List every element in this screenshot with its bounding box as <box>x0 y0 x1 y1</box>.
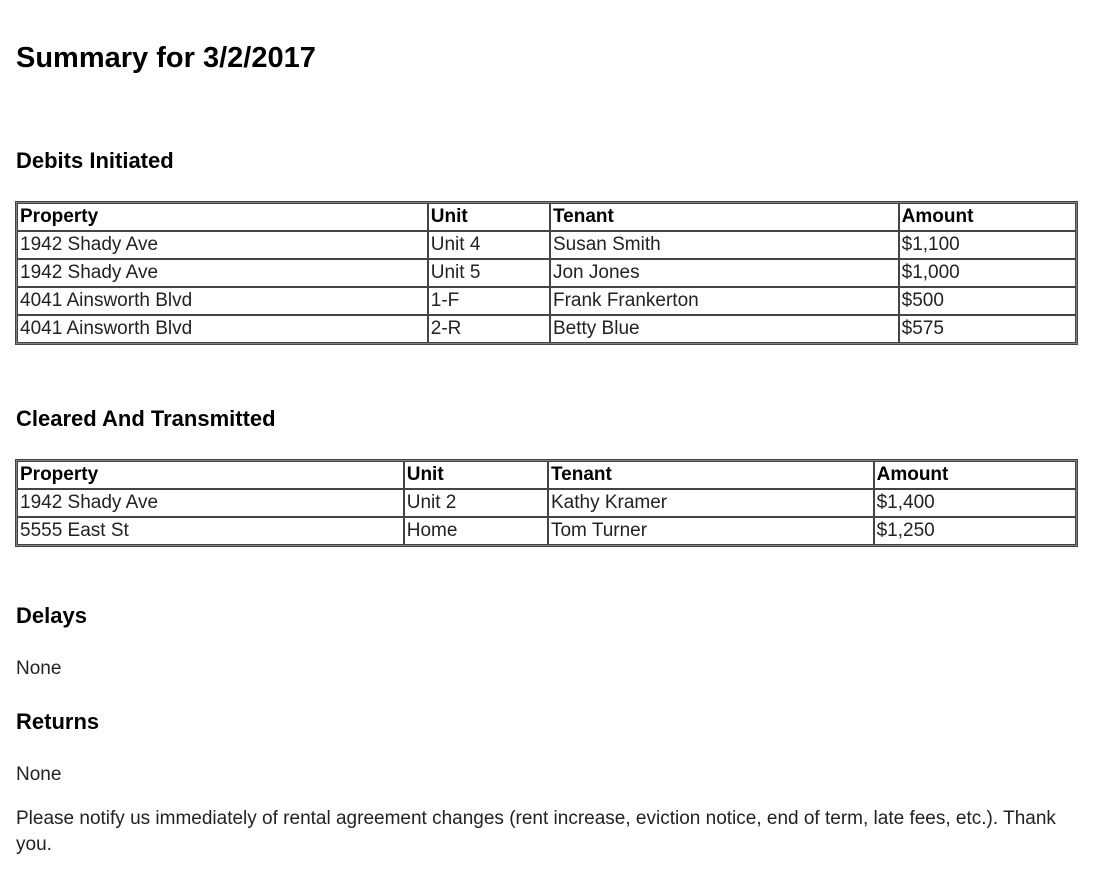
cell-property: 4041 Ainsworth Blvd <box>17 315 428 343</box>
cell-tenant: Tom Turner <box>548 517 874 545</box>
cell-property: 1942 Shady Ave <box>17 259 428 287</box>
column-header-unit: Unit <box>404 461 548 489</box>
delays-heading: Delays <box>16 603 87 628</box>
cell-tenant: Susan Smith <box>550 231 899 259</box>
table-row <box>17 489 1076 517</box>
cell-amount: $1,100 <box>899 231 1076 259</box>
cleared-table <box>16 460 1077 546</box>
debits-heading: Debits Initiated <box>16 148 174 173</box>
cell-property: 4041 Ainsworth Blvd <box>17 287 428 315</box>
cell-property: 1942 Shady Ave <box>17 231 428 259</box>
column-header-unit: Unit <box>428 203 550 231</box>
column-header-tenant: Tenant <box>550 203 899 231</box>
cell-unit: Home <box>404 517 548 545</box>
delays-text: None <box>16 658 62 679</box>
page-title: Summary for 3/2/2017 <box>16 42 316 74</box>
debits-table <box>16 202 1077 344</box>
cell-tenant: Kathy Kramer <box>548 489 874 517</box>
cell-amount: $1,400 <box>874 489 1076 517</box>
table-row <box>17 287 1076 315</box>
column-header-property: Property <box>17 203 428 231</box>
cell-tenant: Jon Jones <box>550 259 899 287</box>
column-header-amount: Amount <box>899 203 1076 231</box>
returns-text: None <box>16 764 62 785</box>
footer-note: Please notify us immediately of rental agreement changes (rent increase, eviction notice, end of term, late fees, etc.). Thank you. <box>16 808 1056 855</box>
table-row <box>17 231 1076 259</box>
cleared-heading: Cleared And Transmitted <box>16 406 276 431</box>
cell-property: 5555 East St <box>17 517 404 545</box>
cell-amount: $1,000 <box>899 259 1076 287</box>
cell-property: 1942 Shady Ave <box>17 489 404 517</box>
cell-unit: Unit 5 <box>428 259 550 287</box>
returns-heading: Returns <box>16 709 100 734</box>
cell-amount: $1,250 <box>874 517 1076 545</box>
column-header-amount: Amount <box>874 461 1076 489</box>
column-header-property: Property <box>17 461 404 489</box>
table-header-row <box>17 203 1076 231</box>
cell-tenant: Frank Frankerton <box>550 287 899 315</box>
cell-unit: 2-R <box>428 315 550 343</box>
table-row <box>17 315 1076 343</box>
cell-unit: 1-F <box>428 287 550 315</box>
table-row <box>17 259 1076 287</box>
cell-tenant: Betty Blue <box>550 315 899 343</box>
cell-unit: Unit 4 <box>428 231 550 259</box>
cell-unit: Unit 2 <box>404 489 548 517</box>
table-row <box>17 517 1076 545</box>
column-header-tenant: Tenant <box>548 461 874 489</box>
table-header-row <box>17 461 1076 489</box>
cell-amount: $500 <box>899 287 1076 315</box>
cell-amount: $575 <box>899 315 1076 343</box>
